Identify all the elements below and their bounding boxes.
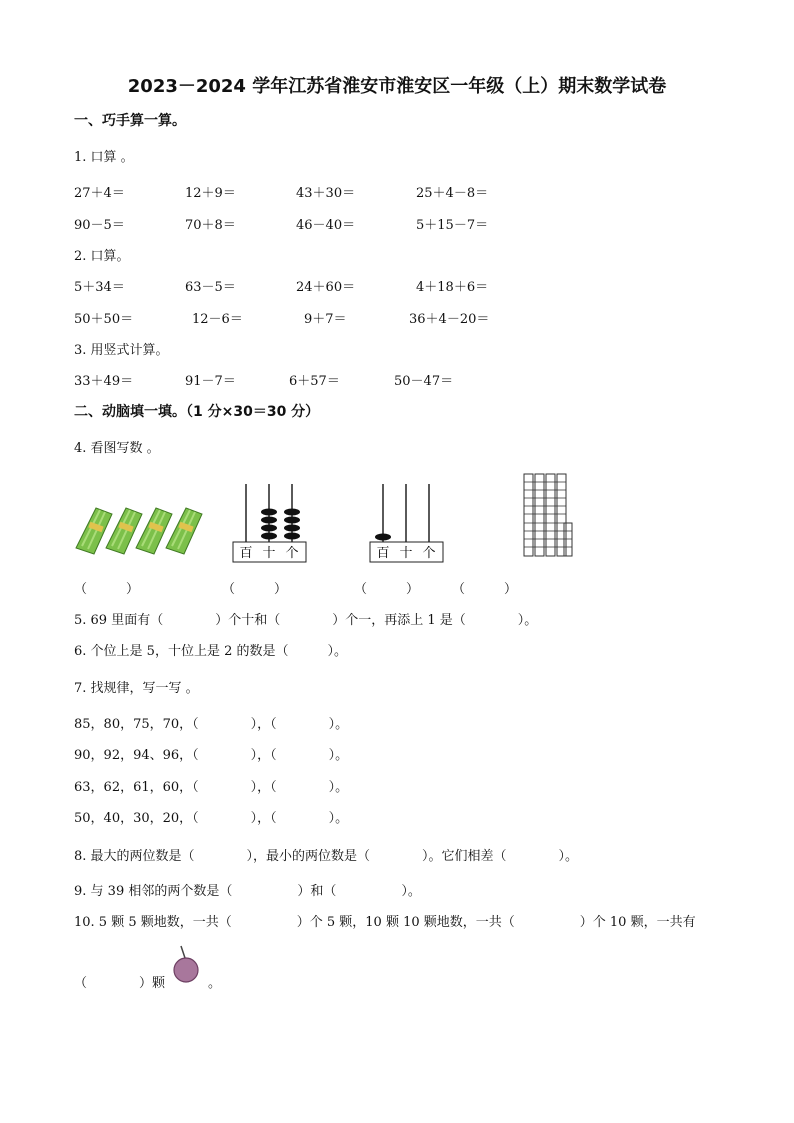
q2-expr: 63－5＝ [185, 280, 236, 295]
abacus-label-hundreds: 百 [239, 546, 253, 561]
question-4: 4. 看图写数 。 [74, 441, 160, 456]
abacus-label-ones: 个 [285, 546, 299, 561]
question-3: 3. 用竖式计算。 [74, 343, 169, 358]
abacus-label-ones: 个 [422, 546, 436, 561]
q1-expr: 12＋9＝ [185, 186, 236, 201]
q7-row: 63，62，61，60，（ ），（ ）。 [74, 780, 349, 795]
q2-expr: 50＋50＝ [74, 312, 134, 327]
q1-expr: 5＋15－7＝ [416, 218, 489, 233]
abacus-1-image [232, 482, 308, 564]
q2-expr: 12－6＝ [192, 312, 243, 327]
q4-blank[interactable]: （ ） [452, 582, 518, 597]
question-9: 9. 与 39 相邻的两个数是（ ）和（ ）。 [74, 884, 421, 899]
section-2-heading: 二、动脑填一填。（1 分×30＝30 分） [74, 404, 320, 420]
q1-expr: 90－5＝ [74, 218, 125, 233]
q1-expr: 27＋4＝ [74, 186, 125, 201]
abacus-2-image [369, 482, 445, 564]
q1-expr: 25＋4－8＝ [416, 186, 489, 201]
section-1-heading: 一、巧手算一算。 [74, 113, 186, 129]
question-6: 6. 个位上是 5，十位上是 2 的数是（ ）。 [74, 644, 347, 659]
stick-bundles-image [74, 500, 206, 556]
q3-expr: 6＋57＝ [289, 374, 340, 389]
q4-blank[interactable]: （ ） [222, 582, 288, 597]
q1-expr: 70＋8＝ [185, 218, 236, 233]
q3-expr: 50－47＝ [394, 374, 454, 389]
question-7: 7. 找规律，写一写 。 [74, 681, 199, 696]
question-10: 10. 5 颗 5 颗地数，一共（ ）个 5 颗，10 颗 10 颗地数，一共（ ）个 10 颗，一共有 [74, 915, 696, 930]
question-2: 2. 口算。 [74, 249, 130, 264]
abacus-label-tens: 十 [399, 546, 413, 561]
q2-expr: 36＋4－20＝ [409, 312, 490, 327]
q7-row: 90，92，94、96，（ ），（ ）。 [74, 748, 349, 763]
q2-expr: 24＋60＝ [296, 280, 356, 295]
question-5: 5. 69 里面有（ ）个十和（ ）个一，再添上 1 是（ ）。 [74, 613, 538, 628]
q7-row: 85，80，75，70，（ ），（ ）。 [74, 717, 349, 732]
q2-expr: 9＋7＝ [304, 312, 347, 327]
q10-answer-blank: （ ）颗 [74, 976, 166, 991]
q10-end-punctuation: 。 [208, 976, 222, 991]
q7-row: 50，40，30，20，（ ），（ ）。 [74, 811, 349, 826]
cube-columns-image [522, 472, 574, 558]
q2-expr: 4＋18＋6＝ [416, 280, 489, 295]
page-title: 2023－2024 学年江苏省淮安市淮安区一年级（上）期末数学试卷 [127, 76, 667, 97]
q3-expr: 33＋49＝ [74, 374, 134, 389]
abacus-label-hundreds: 百 [376, 546, 390, 561]
q4-blank[interactable]: （ ） [74, 582, 140, 597]
q2-expr: 5＋34＝ [74, 280, 125, 295]
fruit-icon [170, 944, 202, 984]
q1-expr: 46－40＝ [296, 218, 356, 233]
q3-expr: 91－7＝ [185, 374, 236, 389]
q1-expr: 43＋30＝ [296, 186, 356, 201]
q4-blank[interactable]: （ ） [354, 582, 420, 597]
question-1: 1. 口算 。 [74, 150, 134, 165]
abacus-label-tens: 十 [262, 546, 276, 561]
question-8: 8. 最大的两位数是（ ），最小的两位数是（ ）。它们相差（ ）。 [74, 849, 579, 864]
